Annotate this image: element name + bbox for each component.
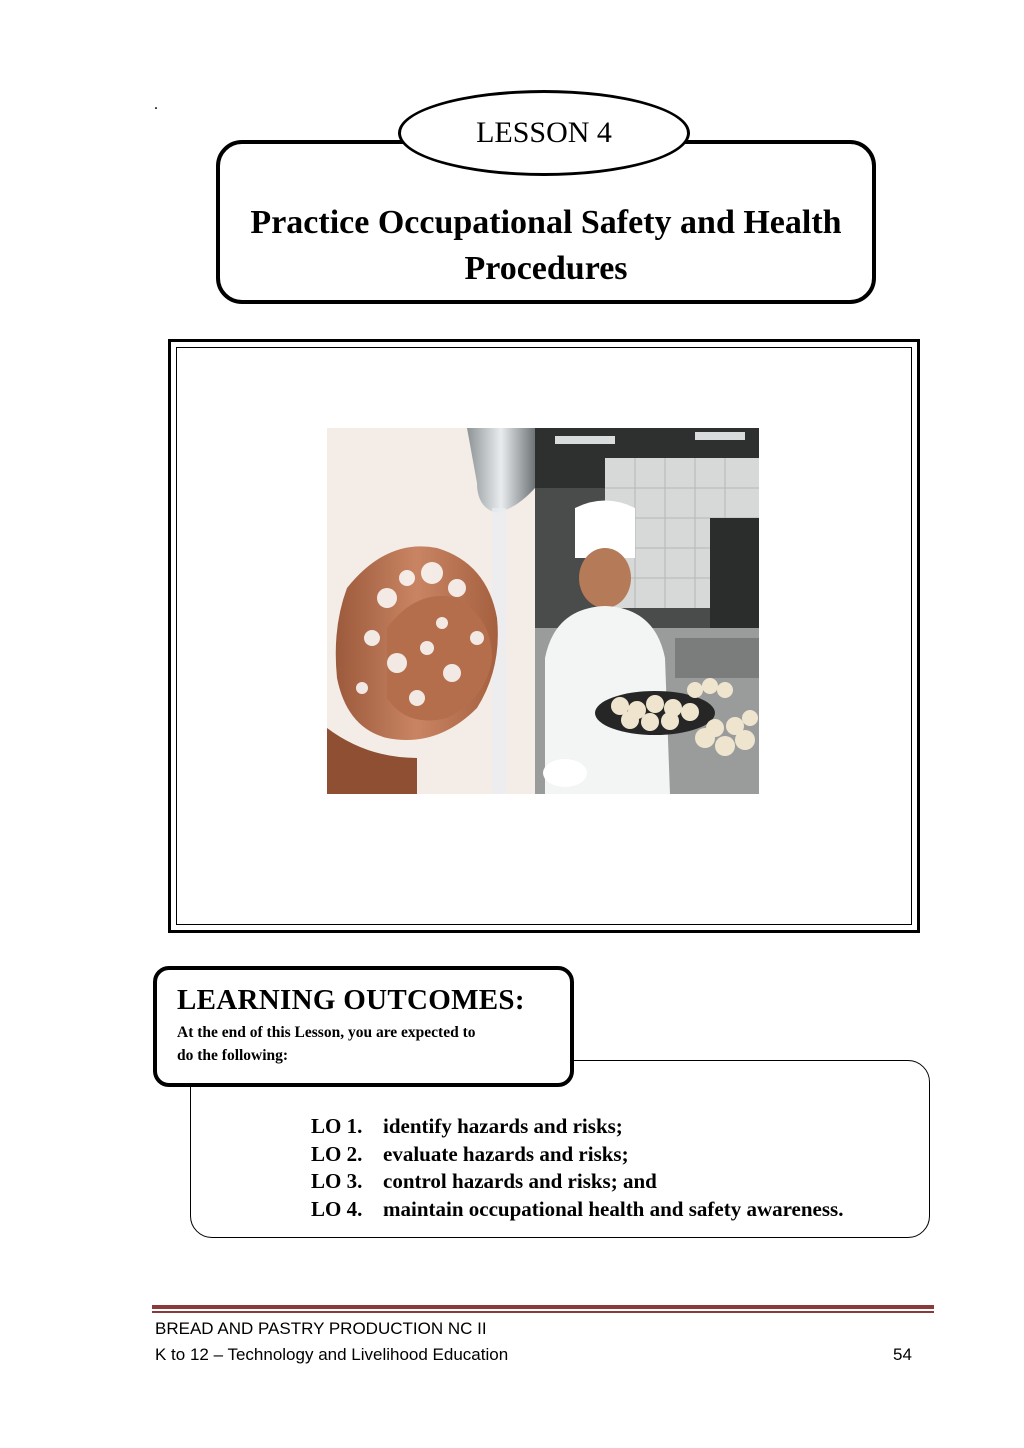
learning-outcomes-intro-line-1: At the end of this Lesson, you are expected to	[177, 1024, 476, 1041]
learning-outcomes-intro	[177, 1021, 552, 1067]
footer-course-title: BREAD AND PASTRY PRODUCTION NC II	[155, 1319, 487, 1338]
lesson-title-line-1: Practice Occupational Safety and Health	[250, 204, 842, 241]
learning-outcome-text: identify hazards and risks;	[383, 1114, 623, 1138]
lesson-title-line-2: Procedures	[464, 250, 628, 287]
lesson-label-oval	[398, 90, 690, 176]
baker-photo	[535, 428, 759, 794]
learning-outcome-text: control hazards and risks; and	[383, 1169, 657, 1193]
learning-outcomes-header-box	[153, 966, 574, 1087]
lesson-label: LESSON 4	[476, 116, 612, 149]
learning-outcome-item	[311, 1168, 843, 1196]
page-number: 54	[893, 1345, 912, 1364]
lesson-title	[220, 200, 872, 292]
learning-outcome-item	[311, 1141, 843, 1169]
learning-outcomes-heading: LEARNING OUTCOMES:	[177, 984, 525, 1016]
learning-outcome-text: evaluate hazards and risks;	[383, 1141, 629, 1166]
learning-outcome-text: maintain occupational health and safety awareness.	[383, 1196, 844, 1221]
stray-dot: .	[154, 96, 158, 113]
handwashing-photo	[327, 428, 535, 794]
learning-outcome-code: LO 1.	[311, 1114, 363, 1138]
footer-rule-thin	[152, 1311, 934, 1313]
footer-rule-thick	[152, 1305, 934, 1309]
learning-outcome-code: LO 3.	[311, 1169, 363, 1193]
learning-outcomes-list	[311, 1113, 843, 1223]
footer-curriculum: K to 12 – Technology and Livelihood Education	[155, 1345, 509, 1364]
learning-outcome-code: LO 4.	[311, 1196, 363, 1221]
learning-outcome-code: LO 2.	[311, 1141, 363, 1166]
learning-outcome-item	[311, 1113, 843, 1141]
learning-outcome-item	[311, 1196, 843, 1224]
learning-outcomes-intro-line-2: do the following:	[177, 1047, 289, 1064]
handwashing-illustration	[327, 428, 535, 794]
baker-illustration	[535, 428, 759, 794]
